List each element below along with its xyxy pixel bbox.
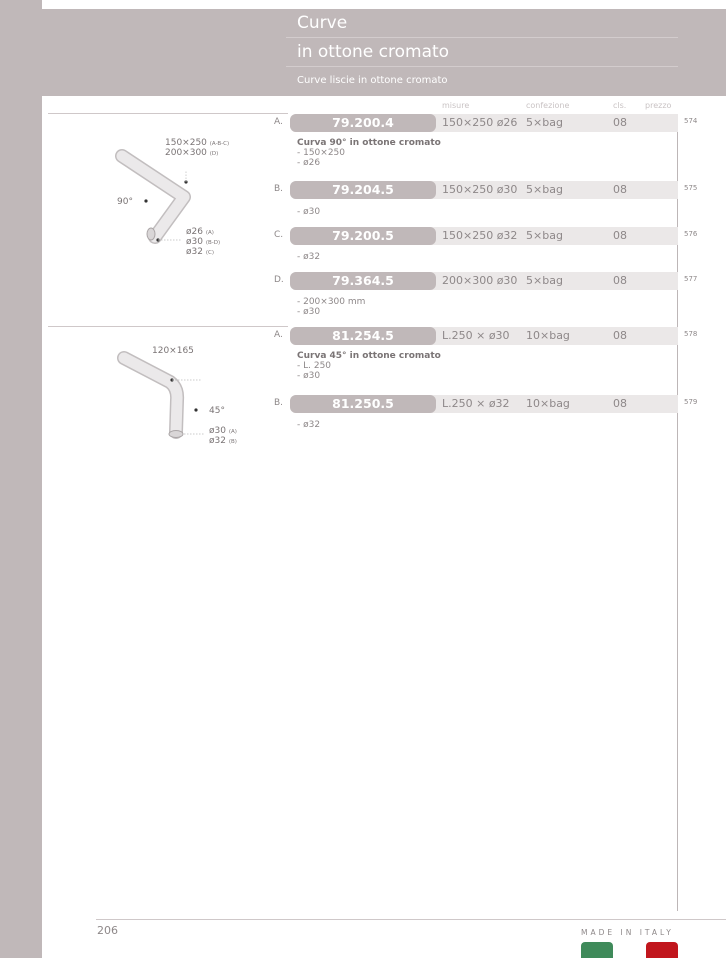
product-row[interactable] [0, 272, 726, 290]
row-letter: B. [274, 184, 284, 194]
angle-point [144, 199, 147, 202]
product-code: 79.204.5 [290, 181, 436, 199]
ref-number: 575 [684, 184, 698, 192]
product-description [297, 420, 320, 430]
misure-cell: L.250 × ø30 [442, 329, 510, 342]
header-divider [286, 66, 678, 67]
cls-cell: 08 [613, 274, 627, 287]
ref-number: 577 [684, 275, 698, 283]
product-code: 81.250.5 [290, 395, 436, 413]
tube-end [169, 431, 183, 438]
product-row[interactable] [0, 114, 726, 132]
product-code: 81.254.5 [290, 327, 436, 345]
row-letter: D. [274, 275, 284, 285]
angle-label: 90° [117, 197, 133, 207]
misure-cell: 200×300 ø30 [442, 274, 518, 287]
confezione-cell: 10×bag [526, 397, 570, 410]
confezione-cell: 5×bag [526, 183, 563, 196]
page-title: Curve [297, 13, 348, 33]
misure-cell: 150×250 ø30 [442, 183, 518, 196]
product-code: 79.200.5 [290, 227, 436, 245]
page-number: 206 [97, 924, 118, 937]
confezione-cell: 5×bag [526, 274, 563, 287]
description-line: - ø30 [297, 371, 321, 381]
misure-cell: 150×250 ø32 [442, 229, 518, 242]
cls-cell: 08 [613, 116, 627, 129]
description-line: - 200×300 mm [297, 297, 366, 307]
description-line: - L. 250 [297, 361, 332, 371]
description-title: Curva 90° in ottone cromato [297, 138, 441, 148]
cls-cell: 08 [613, 183, 627, 196]
column-header-prezzo: prezzo [645, 101, 672, 110]
product-description [297, 207, 320, 217]
description-line: - ø30 [297, 207, 321, 217]
ref-number: 574 [684, 117, 698, 125]
product-row[interactable] [0, 395, 726, 413]
column-header-confezione: confezione [526, 101, 570, 110]
angle-label: 45° [209, 406, 225, 416]
diameter-label: ø30 (B-D) [186, 237, 221, 247]
made-in-italy-label: MADE IN ITALY [581, 928, 674, 937]
diameter-label: ø30 (A) [209, 426, 237, 436]
dimension-label: 120×165 [152, 346, 194, 356]
footer-rule [96, 919, 726, 920]
product-code: 79.364.5 [290, 272, 436, 290]
product-row[interactable] [0, 227, 726, 245]
column-header-cls: cls. [613, 101, 627, 110]
column-header-misure: misure [442, 101, 470, 110]
dimension-label: 150×250 (A-B-C) [165, 138, 230, 148]
page-subtitle: Curve liscie in ottone cromato [297, 75, 448, 86]
header-divider [286, 37, 678, 38]
row-letter: B. [274, 398, 284, 408]
ref-number: 578 [684, 330, 698, 338]
confezione-cell: 10×bag [526, 329, 570, 342]
cls-cell: 08 [613, 229, 627, 242]
misure-cell: L.250 × ø32 [442, 397, 510, 410]
ref-number: 576 [684, 230, 698, 238]
confezione-cell: 5×bag [526, 229, 563, 242]
description-line: - ø30 [297, 307, 321, 317]
row-letter: A. [274, 330, 283, 340]
dimension-label: 200×300 (D) [165, 148, 219, 158]
page-header [42, 9, 726, 96]
row-letter: C. [274, 230, 284, 240]
diameter-label: ø32 (C) [186, 247, 214, 257]
sidebar-band [0, 0, 42, 958]
ref-number: 579 [684, 398, 698, 406]
description-line: - ø32 [297, 420, 321, 430]
product-code: 79.200.4 [290, 114, 436, 132]
description-line: - ø32 [297, 252, 321, 262]
product-description [297, 138, 441, 168]
product-description [297, 351, 441, 381]
product-description [297, 252, 320, 262]
product-row[interactable] [0, 327, 726, 345]
cls-cell: 08 [613, 397, 627, 410]
diameter-label: ø32 (B) [209, 436, 237, 446]
misure-cell: 150×250 ø26 [442, 116, 518, 129]
description-title: Curva 45° in ottone cromato [297, 351, 441, 361]
product-description [297, 297, 365, 317]
row-letter: A. [274, 117, 283, 127]
flag-green-swatch [581, 942, 613, 958]
confezione-cell: 5×bag [526, 116, 563, 129]
description-line: - ø26 [297, 158, 321, 168]
description-line: - 150×250 [297, 148, 346, 158]
flag-red-swatch [646, 942, 678, 958]
cls-cell: 08 [613, 329, 627, 342]
page-title-line2: in ottone cromato [297, 42, 450, 62]
diameter-label: ø26 (A) [186, 227, 214, 237]
product-row[interactable] [0, 181, 726, 199]
